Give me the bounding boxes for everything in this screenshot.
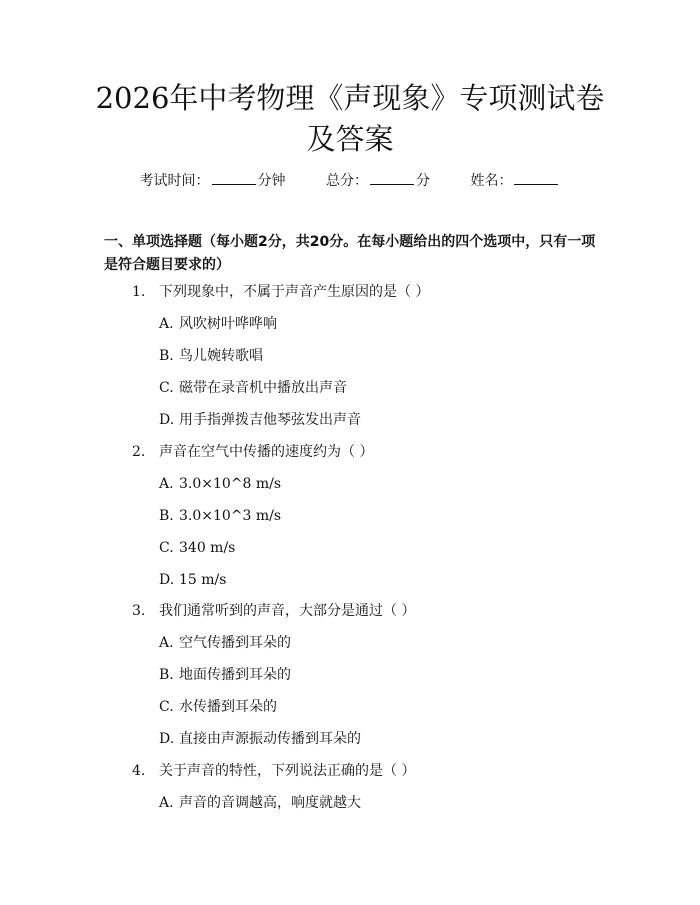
option-letter: B. — [159, 667, 174, 683]
question-number: 4. — [132, 763, 146, 779]
question-number: 2. — [132, 444, 146, 460]
option-text: 鸟儿婉转歌唱 — [179, 348, 263, 364]
question-3-option-b — [159, 665, 291, 685]
question-1 — [132, 282, 429, 302]
option-text: 直接由声源振动传播到耳朵的 — [179, 731, 361, 747]
option-letter: B. — [159, 348, 174, 364]
option-text: 水传播到耳朵的 — [179, 699, 277, 715]
question-3-option-c — [159, 697, 277, 717]
total-score-unit: 分 — [416, 173, 430, 189]
exam-time-field — [140, 170, 286, 191]
question-3 — [132, 601, 415, 621]
option-letter: A. — [159, 316, 174, 332]
option-letter: C. — [159, 540, 174, 556]
option-letter: D. — [159, 412, 175, 428]
student-name-blank — [514, 170, 558, 185]
option-letter: D. — [159, 572, 175, 588]
question-4-option-a — [159, 793, 361, 813]
question-3-option-d — [159, 729, 361, 749]
question-2-option-b — [159, 506, 281, 526]
exam-time-unit: 分钟 — [257, 173, 286, 189]
question-1-option-b — [159, 346, 263, 366]
option-text: 340 m/s — [179, 540, 236, 556]
option-text: 空气传播到耳朵的 — [179, 635, 291, 651]
option-text: 地面传播到耳朵的 — [179, 667, 291, 683]
question-text: 我们通常听到的声音，大部分是通过（ ） — [159, 603, 416, 619]
student-name-field — [470, 170, 560, 191]
option-letter: B. — [159, 508, 174, 524]
question-4 — [132, 761, 415, 781]
question-text: 关于声音的特性，下列说法正确的是（ ） — [159, 763, 416, 779]
student-name-label: 姓名： — [470, 173, 513, 189]
total-score-blank — [370, 170, 414, 185]
option-text: 3.0×10^3 m/s — [179, 508, 282, 524]
question-2 — [132, 442, 373, 462]
question-1-option-d — [159, 410, 361, 430]
question-2-option-a — [159, 474, 281, 494]
question-number: 1. — [132, 284, 146, 300]
option-letter: A. — [159, 635, 174, 651]
total-score-label: 总分： — [326, 173, 368, 189]
total-score-field — [326, 170, 430, 191]
option-letter: A. — [159, 476, 174, 492]
question-2-option-c — [159, 538, 235, 558]
page-title: 2026年中考物理《声现象》专项测试卷及答案 — [95, 81, 605, 156]
option-letter: A. — [159, 795, 174, 811]
exam-time-label: 考试时间： — [139, 173, 210, 189]
exam-info-line — [0, 170, 700, 191]
option-letter: C. — [159, 699, 174, 715]
option-text: 用手指弹拨吉他琴弦发出声音 — [179, 412, 361, 428]
section-heading: 一、单项选择题（每小题2分，共20分。在每小题给出的四个选项中，只有一项是符合题目要求的） — [104, 234, 596, 273]
question-text: 下列现象中，不属于声音产生原因的是（ ） — [159, 284, 430, 300]
question-2-option-d — [159, 570, 226, 590]
question-1-option-a — [159, 314, 277, 334]
option-text: 声音的音调越高，响度就越大 — [179, 795, 361, 811]
option-text: 3.0×10^8 m/s — [179, 476, 282, 492]
question-3-option-a — [159, 633, 291, 653]
option-text: 风吹树叶哗哗响 — [179, 316, 277, 332]
option-text: 15 m/s — [179, 572, 227, 588]
question-number: 3. — [132, 603, 146, 619]
question-1-option-c — [159, 378, 347, 398]
exam-time-blank — [212, 170, 256, 185]
question-text: 声音在空气中传播的速度约为（ ） — [159, 444, 374, 460]
option-letter: D. — [159, 731, 175, 747]
option-letter: C. — [159, 380, 174, 396]
option-text: 磁带在录音机中播放出声音 — [179, 380, 347, 396]
